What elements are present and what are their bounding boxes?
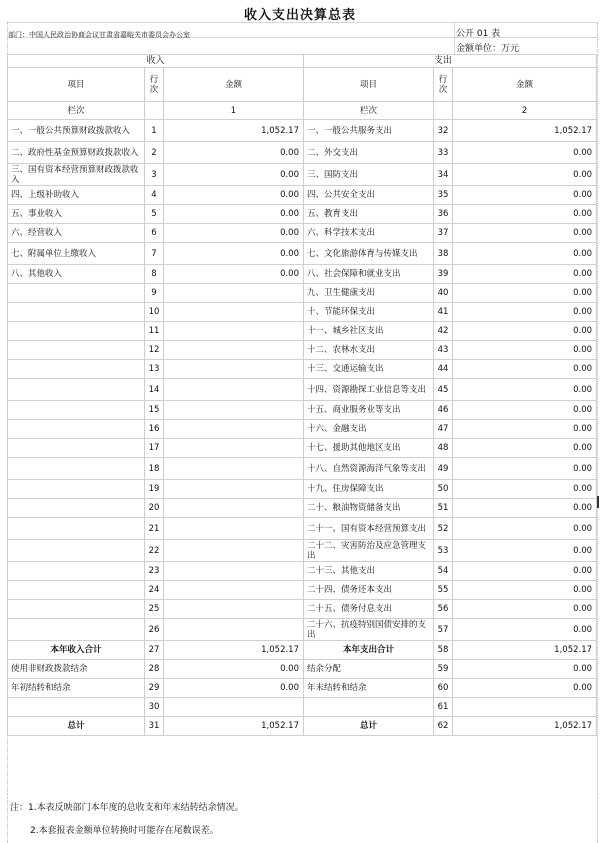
table-row (8, 439, 597, 458)
expense-amount: 1,052.17 (453, 641, 597, 660)
expense-amount: 0.00 (453, 205, 597, 224)
income-item (8, 401, 145, 420)
expense-amount: 0.00 (453, 660, 597, 679)
table-row (8, 284, 597, 303)
income-item: 八、其他收入 (8, 265, 145, 284)
column-index-row (8, 102, 597, 120)
expense-row-no: 41 (434, 303, 453, 322)
expense-row-no: 40 (434, 284, 453, 303)
income-row-no: 18 (145, 458, 164, 480)
income-row-no: 19 (145, 480, 164, 499)
header-item: 项目 (304, 68, 434, 102)
table-row (8, 265, 597, 284)
expense-amount: 0.00 (453, 379, 597, 401)
expense-item: 二十四、债务还本支出 (304, 581, 434, 600)
income-amount: 0.00 (164, 142, 304, 164)
expense-item: 十四、资源勘探工业信息等支出 (304, 379, 434, 401)
expense-item: 十一、城乡社区支出 (304, 322, 434, 341)
income-row-no: 22 (145, 540, 164, 562)
header-item: 项目 (8, 68, 145, 102)
income-item (8, 581, 145, 600)
column-index-blank (145, 102, 164, 120)
income-item: 使用非财政拨款结余 (8, 660, 145, 679)
income-item (8, 698, 145, 717)
table-row (8, 401, 597, 420)
expense-amount: 0.00 (453, 499, 597, 518)
expense-row-no: 39 (434, 265, 453, 284)
expense-row-no: 62 (434, 717, 453, 736)
income-amount: 1,052.17 (164, 641, 304, 660)
expense-item: 二十五、债务付息支出 (304, 600, 434, 619)
income-row-no: 13 (145, 360, 164, 379)
expense-amount: 0.00 (453, 619, 597, 641)
income-row-no: 7 (145, 243, 164, 265)
income-amount (164, 322, 304, 341)
income-amount (164, 562, 304, 581)
income-amount (164, 379, 304, 401)
income-item (8, 518, 145, 540)
table-row (8, 562, 597, 581)
income-item: 四、上级补助收入 (8, 186, 145, 205)
table-row (8, 619, 597, 641)
expense-row-no: 46 (434, 401, 453, 420)
amount-unit: 金额单位：万元 (456, 44, 520, 54)
expense-amount: 1,052.17 (453, 717, 597, 736)
income-amount: 1,052.17 (164, 717, 304, 736)
table-row (8, 322, 597, 341)
expense-amount: 0.00 (453, 480, 597, 499)
expense-row-no: 49 (434, 458, 453, 480)
expense-amount: 0.00 (453, 581, 597, 600)
income-amount: 0.00 (164, 164, 304, 186)
expense-row-no: 53 (434, 540, 453, 562)
table-row (8, 679, 597, 698)
expense-amount (453, 698, 597, 717)
income-amount (164, 439, 304, 458)
expense-row-no: 48 (434, 439, 453, 458)
expense-item: 十三、交通运输支出 (304, 360, 434, 379)
income-row-no: 23 (145, 562, 164, 581)
expense-amount: 0.00 (453, 401, 597, 420)
income-item (8, 562, 145, 581)
income-item: 本年收入合计 (8, 641, 145, 660)
expense-item: 十八、自然资源海洋气象等支出 (304, 458, 434, 480)
income-amount (164, 284, 304, 303)
income-amount: 0.00 (164, 224, 304, 243)
income-row-no: 20 (145, 499, 164, 518)
income-amount (164, 401, 304, 420)
expense-item: 结余分配 (304, 660, 434, 679)
income-amount: 0.00 (164, 679, 304, 698)
column-index-label: 栏次 (304, 102, 434, 120)
income-amount: 0.00 (164, 205, 304, 224)
income-row-no: 31 (145, 717, 164, 736)
expense-amount: 0.00 (453, 360, 597, 379)
expense-item: 二、外交支出 (304, 142, 434, 164)
table-row (8, 341, 597, 360)
expense-row-no: 36 (434, 205, 453, 224)
table-row (8, 379, 597, 401)
table-row (8, 717, 597, 736)
expense-amount: 0.00 (453, 186, 597, 205)
income-amount (164, 540, 304, 562)
expense-amount: 0.00 (453, 458, 597, 480)
expense-row-no: 44 (434, 360, 453, 379)
expense-row-no: 50 (434, 480, 453, 499)
income-item (8, 303, 145, 322)
expense-item: 二十六、抗疫特别国债安排的支出 (304, 619, 434, 641)
expense-row-no: 55 (434, 581, 453, 600)
header-row-no: 行次 (145, 68, 164, 102)
income-amount (164, 341, 304, 360)
expense-row-no: 52 (434, 518, 453, 540)
note-2: 2.本套报表金额单位转换时可能存在尾数误差。 (30, 826, 219, 836)
income-row-no: 27 (145, 641, 164, 660)
expense-amount: 0.00 (453, 322, 597, 341)
income-item (8, 439, 145, 458)
column-index-2: 2 (453, 102, 597, 120)
expense-row-no: 34 (434, 164, 453, 186)
page-title: 收入支出决算总表 (243, 8, 356, 23)
table-row (8, 641, 597, 660)
expense-amount: 0.00 (453, 284, 597, 303)
table-row (8, 303, 597, 322)
income-item: 七、附属单位上缴收入 (8, 243, 145, 265)
form-number: 公开 01 表 (456, 29, 501, 39)
table-row (8, 540, 597, 562)
table-row (8, 142, 597, 164)
income-amount: 1,052.17 (164, 120, 304, 142)
table-row (8, 205, 597, 224)
income-amount (164, 499, 304, 518)
income-item: 年初结转和结余 (8, 679, 145, 698)
income-row-no: 28 (145, 660, 164, 679)
expense-item: 二十二、灾害防治及应急管理支出 (304, 540, 434, 562)
expense-row-no: 43 (434, 341, 453, 360)
income-row-no: 11 (145, 322, 164, 341)
expense-row-no: 38 (434, 243, 453, 265)
income-amount (164, 458, 304, 480)
income-amount (164, 303, 304, 322)
expense-amount: 0.00 (453, 164, 597, 186)
income-amount (164, 518, 304, 540)
expense-amount: 0.00 (453, 341, 597, 360)
income-row-no: 12 (145, 341, 164, 360)
expense-amount: 0.00 (453, 518, 597, 540)
expense-item: 二十三、其他支出 (304, 562, 434, 581)
income-item: 总计 (8, 717, 145, 736)
table-row (8, 224, 597, 243)
income-amount (164, 581, 304, 600)
expense-item: 四、公共安全支出 (304, 186, 434, 205)
expense-amount: 1,052.17 (453, 120, 597, 142)
expense-row-no: 54 (434, 562, 453, 581)
table-row (8, 360, 597, 379)
grid-line (454, 22, 455, 54)
income-amount (164, 600, 304, 619)
column-index-1: 1 (164, 102, 304, 120)
income-row-no: 10 (145, 303, 164, 322)
table-row (8, 164, 597, 186)
expense-item: 总计 (304, 717, 434, 736)
expense-amount: 0.00 (453, 439, 597, 458)
income-amount: 0.00 (164, 186, 304, 205)
expense-amount: 0.00 (453, 562, 597, 581)
expense-item: 年末结转和结余 (304, 679, 434, 698)
income-row-no: 3 (145, 164, 164, 186)
expense-amount: 0.00 (453, 679, 597, 698)
edge-marker (597, 496, 599, 508)
department-label: 部门：中国人民政治协商会议甘肃省嘉峪关市委员会办公室 (8, 31, 190, 39)
expense-item: 五、教育支出 (304, 205, 434, 224)
income-item (8, 458, 145, 480)
income-amount (164, 420, 304, 439)
income-row-no: 29 (145, 679, 164, 698)
expense-amount: 0.00 (453, 142, 597, 164)
column-index-blank (434, 102, 453, 120)
income-item (8, 360, 145, 379)
table-row (8, 660, 597, 679)
expense-amount: 0.00 (453, 265, 597, 284)
expense-item: 十九、住房保障支出 (304, 480, 434, 499)
expense-row-no: 35 (434, 186, 453, 205)
income-row-no: 17 (145, 439, 164, 458)
header-row (8, 68, 597, 102)
expense-item: 十六、金融支出 (304, 420, 434, 439)
income-amount (164, 480, 304, 499)
expense-row-no: 32 (434, 120, 453, 142)
expense-row-no: 56 (434, 600, 453, 619)
income-amount: 0.00 (164, 660, 304, 679)
income-item: 五、事业收入 (8, 205, 145, 224)
income-item (8, 322, 145, 341)
expense-item: 六、科学技术支出 (304, 224, 434, 243)
income-amount: 0.00 (164, 265, 304, 284)
income-item (8, 379, 145, 401)
expense-amount: 0.00 (453, 540, 597, 562)
expense-amount: 0.00 (453, 600, 597, 619)
expense-amount: 0.00 (453, 420, 597, 439)
income-amount (164, 698, 304, 717)
expense-item (304, 698, 434, 717)
income-row-no: 4 (145, 186, 164, 205)
table-row (8, 698, 597, 717)
income-item (8, 284, 145, 303)
income-row-no: 25 (145, 600, 164, 619)
income-item: 三、国有资本经营预算财政拨款收入 (8, 164, 145, 186)
expense-row-no: 58 (434, 641, 453, 660)
income-amount (164, 619, 304, 641)
income-item (8, 540, 145, 562)
income-row-no: 9 (145, 284, 164, 303)
expense-row-no: 47 (434, 420, 453, 439)
income-row-no: 2 (145, 142, 164, 164)
table-row (8, 186, 597, 205)
expense-item: 本年支出合计 (304, 641, 434, 660)
income-item (8, 499, 145, 518)
expense-item: 二十、粮油物资储备支出 (304, 499, 434, 518)
expense-row-no: 37 (434, 224, 453, 243)
income-row-no: 26 (145, 619, 164, 641)
header-amount: 金额 (164, 68, 304, 102)
expense-item: 九、卫生健康支出 (304, 284, 434, 303)
table-row (8, 581, 597, 600)
expense-item: 三、国防支出 (304, 164, 434, 186)
expense-item: 八、社会保障和就业支出 (304, 265, 434, 284)
section-row (8, 55, 597, 68)
expense-amount: 0.00 (453, 303, 597, 322)
expense-item: 二十一、国有资本经营预算支出 (304, 518, 434, 540)
expense-section-label: 支出 (304, 55, 597, 68)
expense-row-no: 60 (434, 679, 453, 698)
table-row (8, 499, 597, 518)
income-amount: 0.00 (164, 243, 304, 265)
expense-amount: 0.00 (453, 243, 597, 265)
income-row-no: 5 (145, 205, 164, 224)
expense-row-no: 51 (434, 499, 453, 518)
income-item: 一、一般公共预算财政拨款收入 (8, 120, 145, 142)
expense-item: 一、一般公共服务支出 (304, 120, 434, 142)
income-item (8, 480, 145, 499)
income-row-no: 21 (145, 518, 164, 540)
expense-item: 十七、援助其他地区支出 (304, 439, 434, 458)
income-item (8, 420, 145, 439)
expense-row-no: 33 (434, 142, 453, 164)
income-row-no: 8 (145, 265, 164, 284)
table-row (8, 458, 597, 480)
income-item: 六、经营收入 (8, 224, 145, 243)
table-row (8, 480, 597, 499)
income-row-no: 16 (145, 420, 164, 439)
table-row (8, 600, 597, 619)
expense-amount: 0.00 (453, 224, 597, 243)
expense-row-no: 42 (434, 322, 453, 341)
income-item (8, 600, 145, 619)
note-1: 注：1.本表反映部门本年度的总收支和年末结转结余情况。 (10, 803, 244, 813)
header-amount: 金额 (453, 68, 597, 102)
income-row-no: 15 (145, 401, 164, 420)
income-section-label: 收入 (8, 55, 304, 68)
expense-item: 十五、商业服务业等支出 (304, 401, 434, 420)
income-row-no: 1 (145, 120, 164, 142)
expense-item: 十、节能环保支出 (304, 303, 434, 322)
income-row-no: 30 (145, 698, 164, 717)
expense-item: 十二、农林水支出 (304, 341, 434, 360)
notes (7, 794, 598, 843)
table-row (8, 518, 597, 540)
expense-row-no: 57 (434, 619, 453, 641)
table-row (8, 120, 597, 142)
income-item (8, 619, 145, 641)
income-expense-table (7, 54, 597, 736)
table-row (8, 420, 597, 439)
income-item (8, 341, 145, 360)
header-row-no: 行次 (434, 68, 453, 102)
expense-row-no: 59 (434, 660, 453, 679)
expense-item: 七、文化旅游体育与传媒支出 (304, 243, 434, 265)
income-amount (164, 360, 304, 379)
income-item: 二、政府性基金预算财政拨款收入 (8, 142, 145, 164)
column-index-label: 栏次 (8, 102, 145, 120)
table-row (8, 243, 597, 265)
expense-row-no: 61 (434, 698, 453, 717)
income-row-no: 24 (145, 581, 164, 600)
expense-row-no: 45 (434, 379, 453, 401)
income-row-no: 6 (145, 224, 164, 243)
income-row-no: 14 (145, 379, 164, 401)
